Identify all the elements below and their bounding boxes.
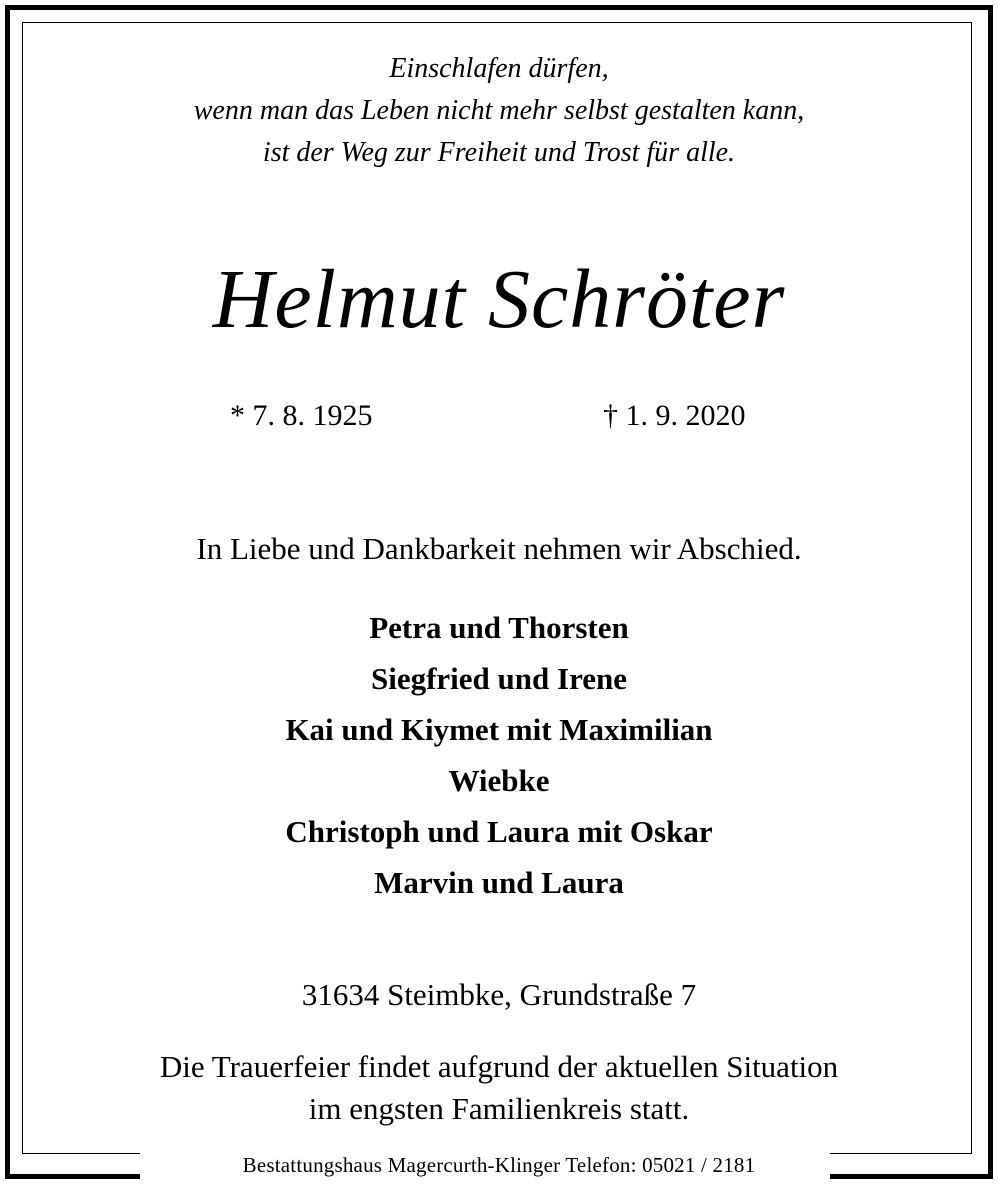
funeral-notice [0,1046,998,1130]
mourner-entry: Kai und Kiymet mit Maximilian [285,712,713,747]
mourner-entry: Christoph und Laura mit Oskar [285,814,713,849]
mourner-entry: Siegfried und Irene [370,661,628,696]
family-address: 31634 Steimbke, Grundstraße 7 [301,977,697,1012]
verse-line: ist der Weg zur Freiheit und Trost für alle. [262,137,736,168]
deceased-name: Helmut Schröter [212,253,786,346]
birth-date: * 7. 8. 1925 [230,399,373,432]
verse-line: Einschlafen dürfen, [389,53,609,84]
death-date: † 1. 9. 2020 [603,399,746,432]
funeral-home-footer: Bestattungshaus Magercurth-Klinger Telefon: 05021 / 2181 [242,1153,756,1177]
mourners-list [0,602,998,908]
memorial-verse [0,48,998,174]
verse-line: wenn man das Leben nicht mehr selbst gestalten kann, [193,95,805,126]
notice-line: im engsten Familienkreis statt. [308,1091,690,1126]
farewell-text: In Liebe und Dankbarkeit nehmen wir Abschied. [196,531,802,566]
mourner-entry: Wiebke [448,763,550,798]
mourner-entry: Marvin und Laura [374,865,624,900]
mourner-entry: Petra und Thorsten [369,610,629,645]
notice-line: Die Trauerfeier findet aufgrund der aktuellen Situation [159,1049,839,1084]
